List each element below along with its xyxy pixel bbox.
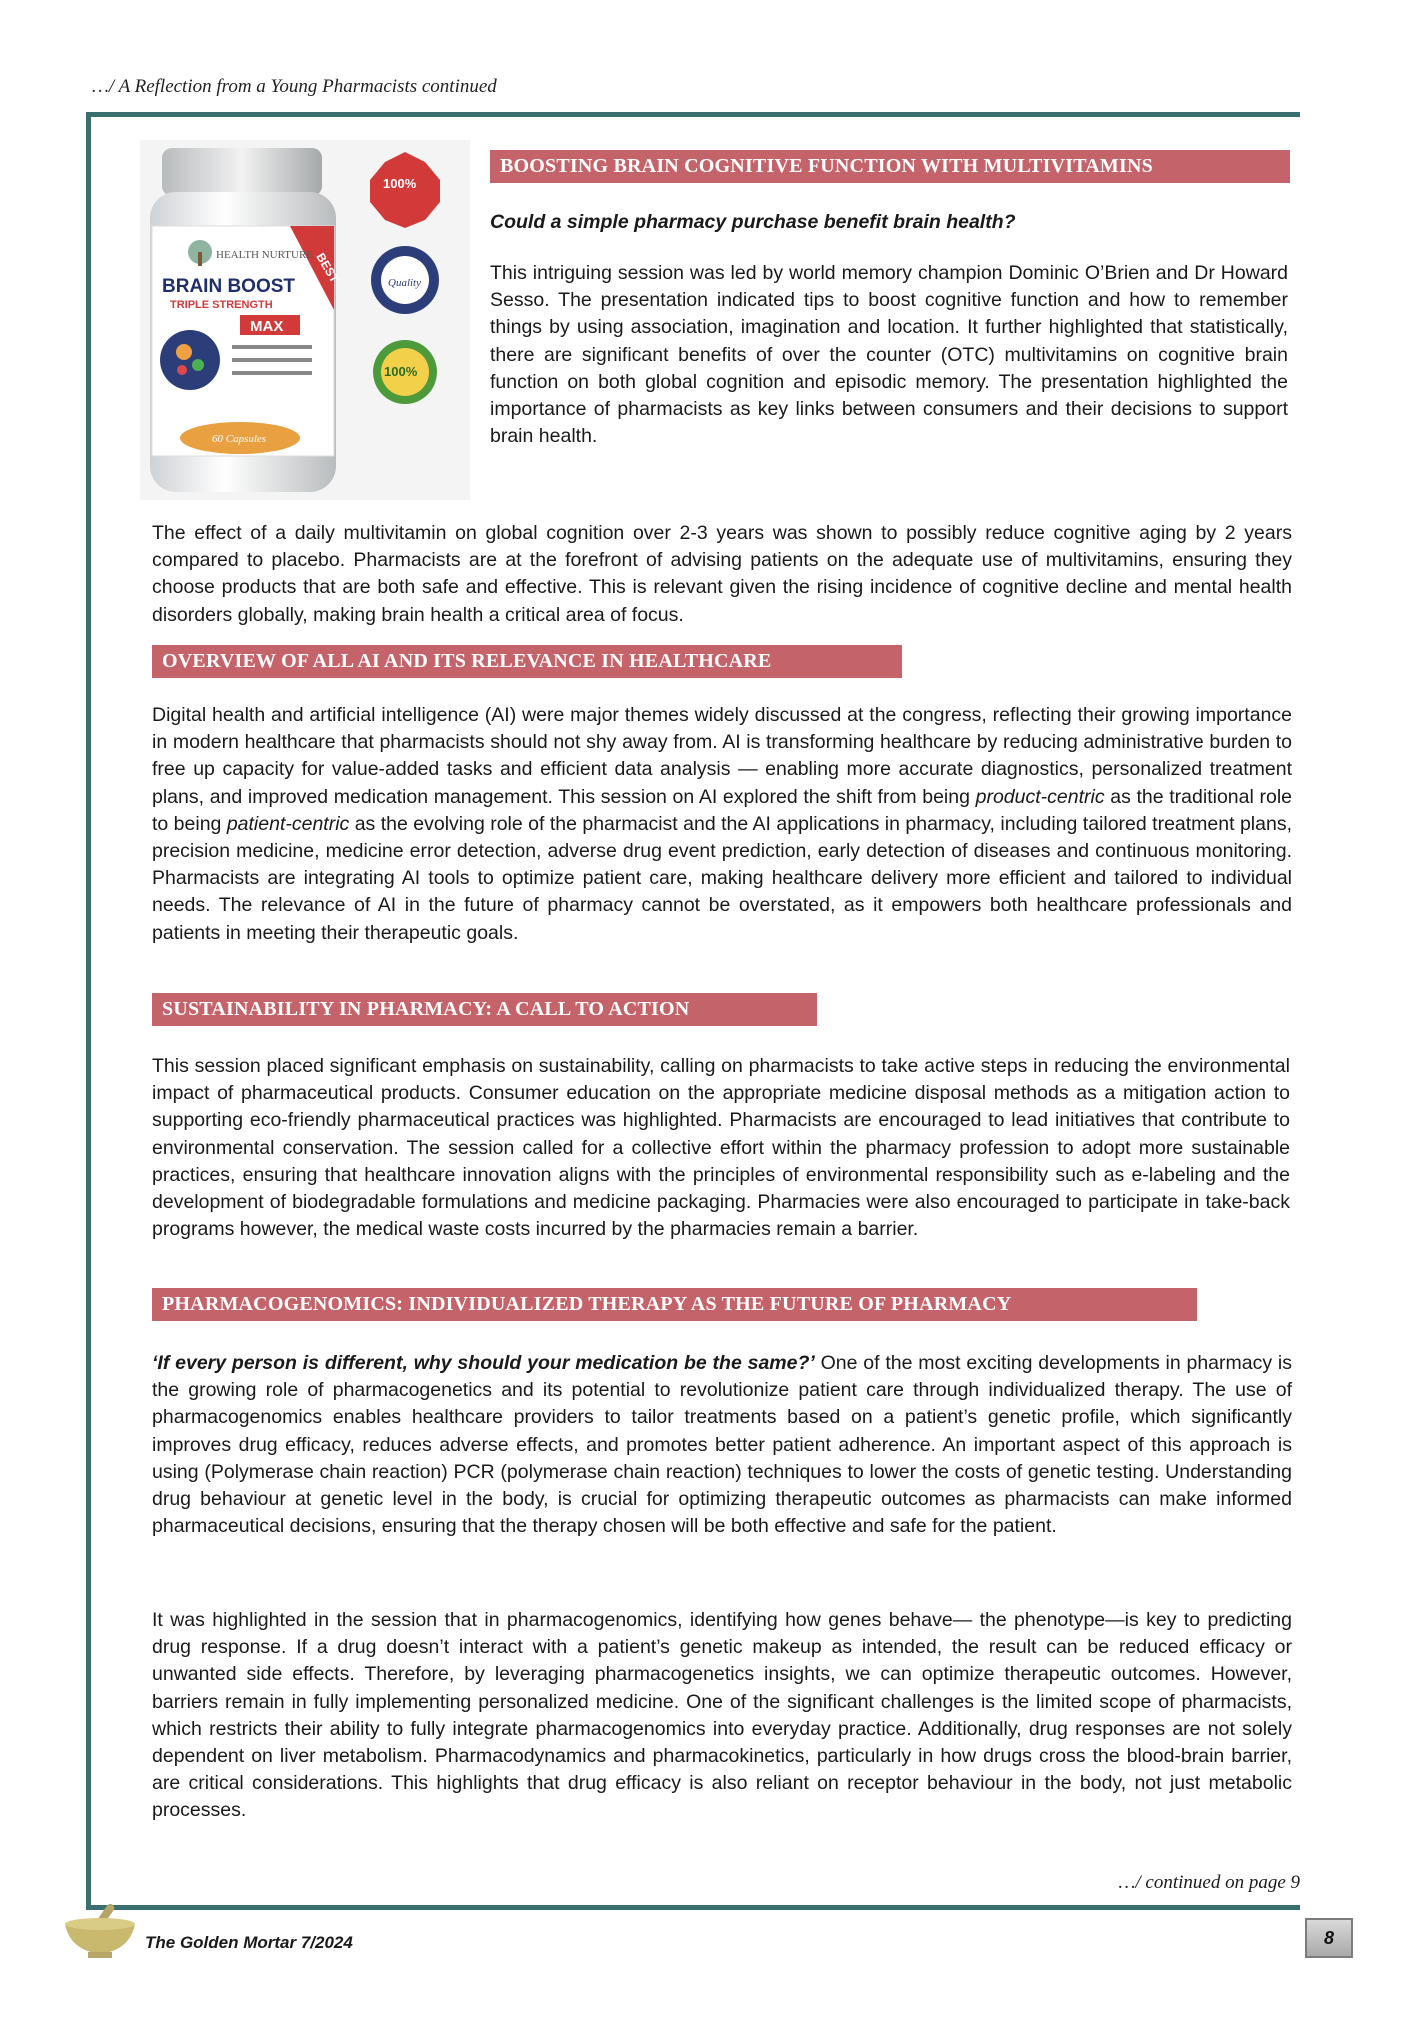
pharmacogenomics-heading: PHARMACOGENOMICS: INDIVIDUALIZED THERAPY AS THE FUTURE OF PHARMACY — [152, 1288, 1197, 1321]
multivitamins-question: Could a simple pharmacy purchase benefit brain health? — [490, 211, 1016, 233]
pharmacogenomics-paragraph-2: It was highlighted in the session that in pharmacogenomics, identifying how genes behave— the phenotype—is key to predicting drug response. If a drug doesn’t interact with a patient’s genetic makeup as intended, the result can be reduced efficacy or unwanted side effects. Therefore, by leveraging pharmacogenetics insights, we can optimize therapeutic outcomes. However, barriers remain in fully implementing personalized medicine. One of the significant challenges is the limited scope of pharmacists, which restricts their ability to fully integrate pharmacogenomics into everyday practice. Additionally, drug responses are not solely dependent on liver metabolism. Pharmacodynamics and pharmacokinetics, particularly in how drugs cross the blood-brain barrier, are critical considerations. This highlights that drug efficacy is also reliant on receptor behaviour in the body, not just metabolic processes. — [152, 1609, 1292, 1822]
brain-boost-product-image — [140, 140, 470, 500]
page-number: 8 — [1305, 1918, 1353, 1958]
svg-text:Quality: Quality — [388, 277, 421, 289]
continued-note: …/ continued on page 9 — [1118, 1872, 1300, 1893]
mortar-and-pestle-icon — [60, 1900, 140, 1960]
quality-badge-icon — [371, 246, 439, 314]
product-name: BRAIN BOOST — [162, 276, 295, 297]
running-head: …/ A Reflection from a Young Pharmacists continued — [92, 76, 497, 97]
ai-heading: OVERVIEW OF ALL AI AND ITS RELEVANCE IN HEALTHCARE — [152, 645, 902, 678]
sustainability-heading: SUSTAINABILITY IN PHARMACY: A CALL TO ACTION — [152, 993, 817, 1026]
ai-text-a: Digital health and artificial intelligence (AI) were major themes widely discussed at the congress, reflecting their growing importance in modern healthcare that pharmacists should not shy away from. AI is transforming healthcare by reducing administrative burden to free up capacity for value-added tasks and efficient data analysis — enabling more accurate diagnostics, personalized treatment plans, and improved medication management. This session on AI explored the shift from being — [152, 704, 1292, 808]
pharmacogenomics-quote: ‘If every person is different, why should your medication be the same?’ — [152, 1352, 815, 1374]
pharmacogenomics-paragraph-1 — [152, 1350, 1292, 1540]
ai-text-c: as the evolving role of the pharmacist and the AI applications in pharmacy, including tailored treatment plans, precision medicine, medicine error detection, adverse drug event prediction, early detection of diseases and continuous monitoring. Pharmacists are integrating AI tools to optimize patient care, making healthcare delivery more efficient and tailored to individual needs. The relevance of AI in the future of pharmacy cannot be overstated, as it empowers both healthcare professionals and patients in meeting their therapeutic goals. — [152, 812, 1292, 944]
ai-em-patient-centric: patient-centric — [226, 812, 350, 835]
ai-em-product-centric: product-centric — [975, 785, 1105, 808]
pharmacogenomics-text-1: One of the most exciting developments in pharmacy is the growing role of pharmacogenetics and its potential to revolutionize patient care through individualized therapy. The use of pharmacogenomics enables healthcare providers to tailor treatments based on a patient’s genetic profile, which significantly improves drug efficacy, reduces adverse effects, and promotes better patient adherence. An important aspect of this approach is using (Polymerase chain reaction) PCR (polymerase chain reaction) techniques to lower the costs of genetic testing. Understanding drug behaviour at genetic level in the body, is crucial for optimizing therapeutic outcomes as pharmacists can make informed pharmaceutical decisions, ensuring that the therapy chosen will be both effective and safe for the patient. — [152, 1352, 1293, 1538]
svg-text:100%: 100% — [384, 364, 418, 379]
frame-top-rule — [86, 112, 1300, 117]
product-max: MAX — [250, 318, 284, 335]
frame-bottom-rule — [86, 1905, 1300, 1910]
multivitamins-paragraph-1: This intriguing session was led by world memory champion Dominic O’Brien and Dr Howard Sesso. The presentation indicated tips to boost cognitive function and how to remember things by using association, imagination and location. It further highlighted that statistically, there are significant benefits of over the counter (OTC) multivitamins on cognitive brain function on both global cognition and episodic memory. The presentation highlighted the importance of pharmacists as key links between consumers and their decisions to support brain health. — [490, 262, 1288, 448]
natural-badge-icon — [373, 340, 437, 404]
frame-left-rule — [86, 112, 91, 1908]
product-subtitle: TRIPLE STRENGTH — [170, 299, 273, 311]
svg-text:100%: 100% — [383, 176, 417, 191]
sustainability-paragraph: This session placed significant emphasis on sustainability, calling on pharmacists to take active steps in reducing the environmental impact of pharmaceutical products. Consumer education on the appropriate medicine disposal methods as a mitigation action to supporting eco-friendly pharmaceutical practices was highlighted. Pharmacists are encouraged to lead initiatives that contribute to environmental conservation. The session called for a collective effort within the pharmacy profession to adopt more sustainable practices, ensuring that healthcare innovation aligns with the principles of environmental responsibility such as e-labeling and the development of biodegradable formulations and medicine packaging. Pharmacies were also encouraged to participate in take-back programs however, the medical waste costs incurred by the pharmacies remain a barrier. — [152, 1055, 1290, 1241]
ai-text-b: as the traditional role to being — [152, 785, 1292, 835]
product-brand: HEALTH NURTURE — [216, 249, 314, 261]
multivitamins-heading: BOOSTING BRAIN COGNITIVE FUNCTION WITH MULTIVITAMINS — [490, 150, 1290, 183]
footer-title: The Golden Mortar 7/2024 — [145, 1933, 353, 1952]
ai-paragraph — [152, 702, 1292, 947]
multivitamins-paragraph-2: The effect of a daily multivitamin on global cognition over 2-3 years was shown to possibly reduce cognitive aging by 2 years compared to placebo. Pharmacists are at the forefront of advising patients on the adequate use of multivitamins, ensuring they choose products that are both safe and effective. This is relevant given the rising incidence of cognitive decline and mental health disorders globally, making brain health a critical area of focus. — [152, 522, 1292, 626]
head-silhouette-icon — [160, 330, 220, 390]
ribbon-text: BEST — [313, 250, 342, 286]
product-capsules: 60 Capsules — [212, 433, 267, 445]
multivitamins-section — [490, 150, 1290, 450]
